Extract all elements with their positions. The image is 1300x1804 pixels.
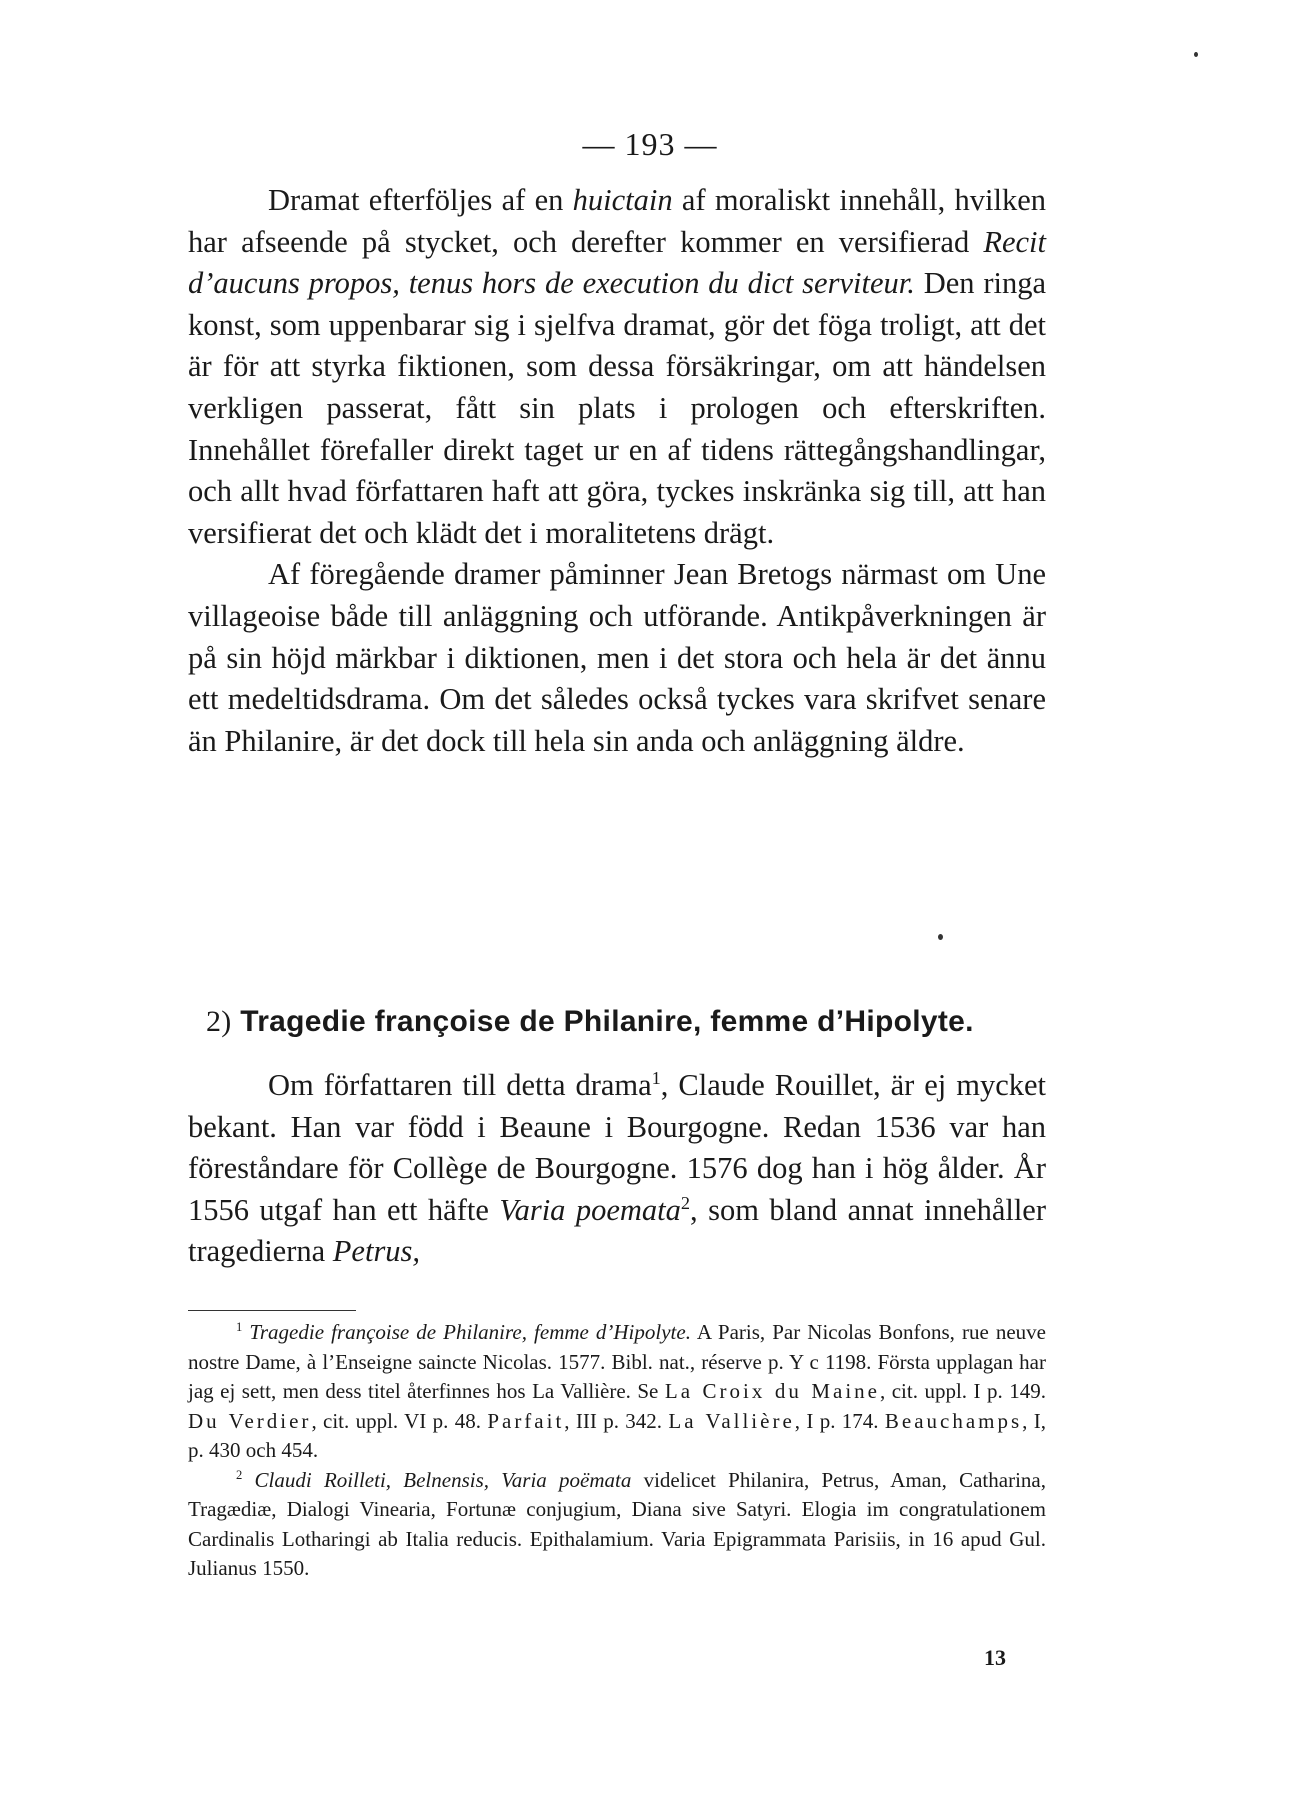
- author-name: La Croix du Maine: [664, 1379, 880, 1403]
- author-name: Parfait: [487, 1408, 565, 1433]
- footnote-ref: 1: [651, 1067, 661, 1088]
- author-name: La Vallière: [668, 1408, 795, 1433]
- ink-speck: [1194, 52, 1198, 57]
- author-name: Du Verdier: [188, 1408, 312, 1433]
- section-number: 2): [206, 1005, 232, 1038]
- signature-mark: 13: [984, 1645, 1006, 1670]
- section-two-text: [188, 1065, 1046, 1273]
- footnotes: [188, 1318, 1046, 1584]
- text-run: , Claude Rouillet, är ej mycket bekant. Han var född i Beaune i Bourgogne. Redan 1536 var han föreståndare för Collège de Bourgogne. 1576 dog han i hög ålder. År 1556 utgaf han ett häfte: [188, 1068, 1046, 1227]
- section-heading: [206, 1005, 1066, 1039]
- footnote-ref: 2: [680, 1192, 691, 1213]
- section-one-text: [188, 180, 1046, 762]
- page-number: — 193 —: [582, 126, 718, 162]
- ink-speck: [938, 934, 943, 940]
- text-run: Dramat efterföljes af en: [268, 183, 573, 217]
- text-run: af moraliskt innehåll, hvilken har afseende på stycket, och derefter kommer en versifierad: [188, 183, 1047, 259]
- text-run: A Paris, Par Nicolas Bonfons, rue neuve nostre Dame, à l’Enseigne saincte Nicolas. 1577. Bibl. nat., réserve p. Y c 1198. Första upplagan har jag ej sett, men dess titel återfinnes hos La Vallière. Se: [188, 1320, 1046, 1403]
- footnote-mark: 1: [236, 1320, 243, 1334]
- text-run: , III p. 342.: [564, 1408, 669, 1433]
- paragraph: [188, 180, 1046, 554]
- italic-title: Claudi Roilleti, Belnensis, Varia poëmata: [254, 1467, 632, 1492]
- italic-title: huictain: [572, 183, 673, 217]
- paragraph: [188, 1065, 1046, 1273]
- section-title: Tragedie françoise de Philanire, femme d’Hipolyte.: [240, 1005, 974, 1038]
- footnote-divider: [188, 1310, 356, 1311]
- text-run: Om författaren till detta drama: [268, 1068, 652, 1102]
- text-run: , som bland annat innehåller tragedierna: [188, 1192, 1047, 1269]
- paragraph: Af föregående dramer påminner Jean Bretogs närmast om Une villageoise både till anläggning och utförande. Antikpåverkningen är på sin höjd märkbar i diktionen, men i det stora och hela är det ännu ett medeltidsdrama. Om det således också tyckes vara skrifvet senare än Philanire, är det dock till hela sin anda och anläggning äldre.: [188, 557, 1046, 758]
- text-run: Den ringa konst, som uppenbarar sig i sjelfva dramat, gör det föga troligt, att det är för att styrka fiktionen, som dessa försäkringar, om att händelsen verkligen passerat, fått sin plats i prologen och efterskriften. Innehållet förefaller direkt taget ur en af tidens rättegångshandlingar, och allt hvad författaren haft att göra, tyckes inskränka sig till, att han versifierat det och klädt det i moralitetens drägt.: [188, 266, 1047, 550]
- italic-title: Tragedie françoise de Philanire, femme d’Hipolyte.: [249, 1320, 691, 1344]
- italic-title: Varia poemata: [499, 1192, 681, 1227]
- text-run: , cit. uppl. VI p. 48.: [311, 1408, 488, 1433]
- footnote: [188, 1318, 1046, 1466]
- text-run: videlicet Philanira, Petrus, Aman, Catharina, Tragædiæ, Dialogi Vinearia, Fortunæ conjugium, Diana sive Satyri. Elogia im congratulationem Cardinalis Lotharingi ab Italia reducis. Epithalamium. Varia Epigrammata Parisiis, in 16 apud Gul. Julianus 1550.: [188, 1467, 1046, 1580]
- author-name: Beauchamps: [884, 1408, 1023, 1433]
- footnote: [188, 1466, 1046, 1584]
- italic-title: Petrus,: [332, 1234, 421, 1269]
- italic-title: Recit d’aucuns propos, tenus hors de execution du dict serviteur.: [188, 224, 1046, 301]
- text-run: , I, p. 430 och 454.: [188, 1408, 1047, 1462]
- footnote-mark: 2: [236, 1467, 243, 1482]
- text-run: , I p. 174.: [794, 1408, 885, 1433]
- text-run: , cit. uppl. I p. 149.: [879, 1379, 1046, 1403]
